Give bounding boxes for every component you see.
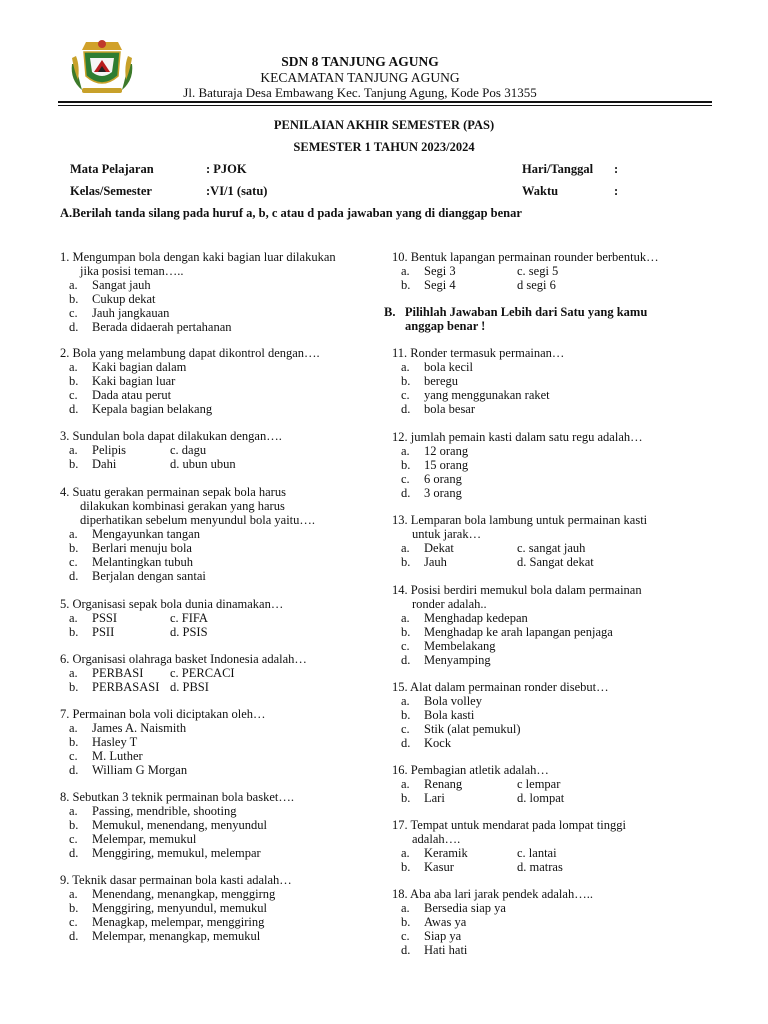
question-stem: 3. Sundulan bola dapat dilakukan dengan…. [60,429,282,443]
option-d[interactable]: d. 3 orang [401,486,462,500]
option-b[interactable]: b. beregu [401,374,459,388]
option-c[interactable]: c lempar [517,777,561,791]
option-c[interactable]: c. Jauh jangkauan [69,306,170,320]
question-stem: 8. Sebutkan 3 teknik permainan bola basket…. [60,790,294,804]
question-17 [392,818,637,874]
option-a[interactable]: a. Dekat [401,541,454,555]
option-c[interactable]: c. Melempar, memukul [69,832,197,846]
option-c[interactable]: c. Membelakang [401,639,496,653]
option-c[interactable]: c. Siap ya [401,929,462,943]
question-8 [60,790,294,860]
option-b[interactable]: b. PERBASASI [69,680,160,694]
option-a[interactable]: a. Menghadap kedepan [401,611,528,625]
option-b[interactable]: b. Lari [401,791,445,805]
option-b[interactable]: b. Kasur [401,860,454,874]
option-c[interactable]: c. Menagkap, melempar, menggiring [69,915,265,929]
option-b[interactable]: b. Berlari menuju bola [69,541,192,555]
option-d[interactable]: d. William G Morgan [69,763,188,777]
option-b[interactable]: b. Cukup dekat [69,292,156,306]
question-9 [60,873,292,943]
option-b[interactable]: b. Awas ya [401,915,467,929]
question-stem: ronder adalah.. [412,597,487,611]
question-5 [60,597,290,639]
question-stem: 10. Bentuk lapangan permainan rounder berbentuk… [392,250,659,264]
option-b[interactable]: b. Menghadap ke arah lapangan penjaga [401,625,613,639]
option-d[interactable]: d. ubun ubun [170,457,236,471]
question-stem: 6. Organisasi olahraga basket Indonesia adalah… [60,652,307,666]
option-a[interactable]: a. Mengayunkan tangan [69,527,200,541]
question-stem: 16. Pembagian atletik adalah… [392,763,549,777]
question-6 [60,652,307,694]
question-stem: 11. Ronder termasuk permainan… [392,346,565,360]
option-b[interactable]: b. Memukul, menendang, menyundul [69,818,267,832]
question-3 [60,429,290,471]
option-a[interactable]: a. PERBASI [69,666,144,680]
question-stem: 15. Alat dalam permainan ronder disebut… [392,680,609,694]
question-stem: 5. Organisasi sepak bola dunia dinamakan… [60,597,284,611]
subject-value: : PJOK [206,162,247,176]
option-c[interactable]: c. Stik (alat pemukul) [401,722,521,736]
question-stem: untuk jarak… [412,527,482,541]
subject-label: Mata Pelajaran [70,162,154,176]
option-c[interactable]: c. 6 orang [401,472,462,486]
option-a[interactable]: a. Sangat jauh [69,278,151,292]
school-name: SDN 8 TANJUNG AGUNG [281,54,439,69]
question-stem: 13. Lemparan bola lambung untuk permainan kasti [392,513,648,527]
question-stem: adalah…. [412,832,461,846]
question-stem: 9. Teknik dasar permainan bola kasti adalah… [60,873,292,887]
option-b[interactable]: b. 15 orang [401,458,469,472]
option-b[interactable]: b. Segi 4 [401,278,456,292]
question-13 [392,513,647,569]
option-b[interactable]: b. PSII [69,625,115,639]
question-stem: 18. Aba aba lari jarak pendek adalah….. [392,887,593,901]
question-stem: 14. Posisi berdiri memukul bola dalam permainan [392,583,642,597]
section-a-instruction: A.Berilah tanda silang pada huruf a, b, c atau d pada jawaban yang di dianggap benar [60,206,522,220]
time-value: : [614,184,619,198]
option-a[interactable]: a. James A. Naismith [69,721,187,735]
question-stem: 7. Permainan bola voli diciptakan oleh… [60,707,266,721]
option-b[interactable]: b. Hasley T [69,735,138,749]
option-a[interactable]: a. Renang [401,777,463,791]
option-d[interactable]: d. matras [517,860,563,874]
exam-title: PENILAIAN AKHIR SEMESTER (PAS) [273,118,495,132]
question-stem: 17. Tempat untuk mendarat pada lompat tinggi [392,818,626,832]
option-b[interactable]: b. Dahi [69,457,117,471]
question-16 [392,763,637,805]
option-c[interactable]: c. FIFA [170,611,208,625]
exam-semester: SEMESTER 1 TAHUN 2023/2024 [293,140,475,154]
question-2 [60,346,320,416]
option-a[interactable]: a. Menendang, menangkap, menggirng [69,887,276,901]
option-a[interactable]: a. PSSI [69,611,118,625]
question-11 [392,346,564,416]
letterhead [150,54,570,101]
question-7 [60,707,266,777]
day-label: Hari/Tanggal [522,162,594,176]
option-a[interactable]: a. bola kecil [401,360,473,374]
option-a[interactable]: a. Bersedia siap ya [401,901,506,915]
question-stem: 4. Suatu gerakan permainan sepak bola harus [60,485,286,499]
question-stem: diperhatikan sebelum menyundul bola yaitu…. [80,513,316,527]
option-c[interactable]: c. PERCACI [170,666,235,680]
question-18 [392,887,593,957]
question-stem: 2. Bola yang melambung dapat dikontrol dengan…. [60,346,320,360]
question-15 [392,680,609,750]
option-c[interactable]: c. lantai [517,846,557,860]
option-b[interactable]: b. Jauh [401,555,447,569]
option-a[interactable]: a. 12 orang [401,444,469,458]
question-10 [392,250,659,292]
question-1 [60,250,336,334]
option-c[interactable]: c. yang menggunakan raket [401,388,550,402]
question-stem: dilakukan kombinasi gerakan yang harus [80,499,285,513]
option-a[interactable]: a. Segi 3 [401,264,456,278]
option-d[interactable]: d segi 6 [517,278,556,292]
class-label: Kelas/Semester [70,184,152,198]
option-d[interactable]: d. PSIS [170,625,208,639]
option-d[interactable]: d. Kepala bagian belakang [69,402,213,416]
option-d[interactable]: d. Melempar, menangkap, memukul [69,929,261,943]
district-name: KECAMATAN TANJUNG AGUNG [260,70,460,85]
option-c[interactable]: c. sangat jauh [517,541,586,555]
option-d[interactable]: d. Berada didaerah pertahanan [69,320,232,334]
question-14 [392,583,642,667]
option-c[interactable]: c. Melantingkan tubuh [69,555,194,569]
option-d[interactable]: d. Kock [401,736,452,750]
option-d[interactable]: d. lompat [517,791,565,805]
option-c[interactable]: c. M. Luther [69,749,143,763]
option-d[interactable]: d. Berjalan dengan santai [69,569,206,583]
option-a[interactable]: a. Pelipis [69,443,127,457]
option-d[interactable]: d. Sangat dekat [517,555,594,569]
option-b[interactable]: b. Bola kasti [401,708,475,722]
question-stem: 1. Mengumpan bola dengan kaki bagian luar dilakukan [60,250,336,264]
school-address: Jl. Baturaja Desa Embawang Kec. Tanjung Agung, Kode Pos 31355 [183,85,537,100]
question-4 [60,485,315,583]
option-a[interactable]: a. Kaki bagian dalam [69,360,187,374]
option-d[interactable]: d. Menggiring, memukul, melempar [69,846,261,860]
class-value: :VI/1 (satu) [206,184,268,198]
option-b[interactable]: b. Menggiring, menyundul, memukul [69,901,267,915]
day-value: : [614,162,619,176]
option-d[interactable]: d. Hati hati [401,943,468,957]
option-c[interactable]: c. dagu [170,443,207,457]
option-d[interactable]: d. bola besar [401,402,476,416]
option-a[interactable]: a. Passing, mendrible, shooting [69,804,237,818]
question-stem: 12. jumlah pemain kasti dalam satu regu adalah… [392,430,643,444]
option-c[interactable]: c. Dada atau perut [69,388,172,402]
option-d[interactable]: d. PBSI [170,680,209,694]
option-b[interactable]: b. Kaki bagian luar [69,374,176,388]
letterhead-divider [58,101,712,106]
school-emblem-logo [68,36,136,96]
option-a[interactable]: a. Bola volley [401,694,482,708]
question-12 [392,430,643,500]
option-c[interactable]: c. segi 5 [517,264,559,278]
question-stem: jika posisi teman….. [80,264,184,278]
option-a[interactable]: a. Keramik [401,846,468,860]
option-d[interactable]: d. Menyamping [401,653,491,667]
section-b-instruction: B. Pilihlah Jawaban Lebih dari Satu yang kamu anggap benar ! [384,305,648,333]
time-label: Waktu [522,184,559,198]
